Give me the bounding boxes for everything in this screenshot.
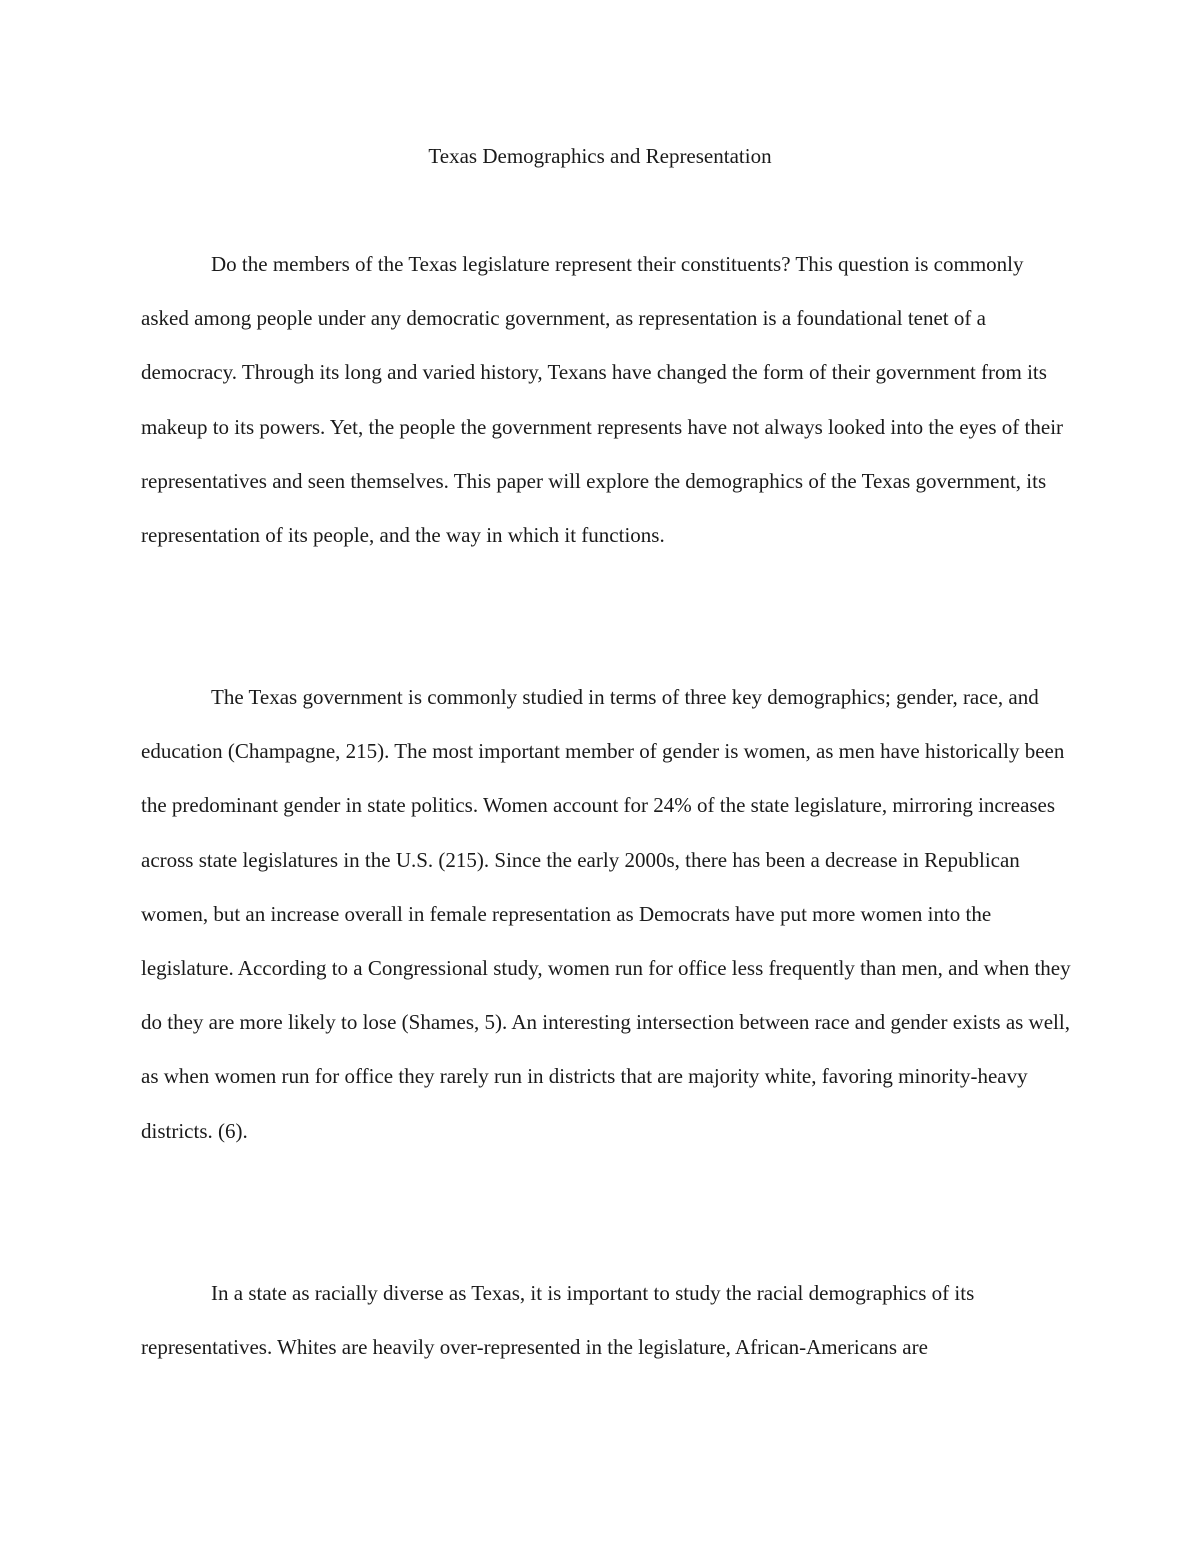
document-title: Texas Demographics and Representation bbox=[428, 144, 772, 168]
paragraph-gender-demographics: The Texas government is commonly studied in terms of three key demographics; gender, race, and education (Champagne, 215). The most important member of gender is women, as men have historically been the predominant gender in state politics. Women account for 24% of the state legislature, mirroring increases across state legislatures in the U.S. (215). Since the early 2000s, there has been a decrease in Republican women, but an increase overall in female representation as Democrats have put more women into the legislature. According to a Congressional study, women run for office less frequently than men, and when they do they are more likely to lose (Shames, 5). An interesting intersection between race and gender exists as well, as when women run for office they rarely run in districts that are majority white, favoring minority-heavy districts. (6). bbox=[141, 685, 1071, 1143]
paragraph-introduction: Do the members of the Texas legislature represent their constituents? This question is commonly asked among people under any democratic government, as representation is a foundational tenet of a democracy. Through its long and varied history, Texans have changed the form of their government from its makeup to its powers. Yet, the people the government represents have not always looked into the eyes of their representatives and seen themselves. This paper will explore the demographics of the Texas government, its representation of its people, and the way in which it functions. bbox=[141, 252, 1064, 548]
paragraph-racial-demographics: In a state as racially diverse as Texas, it is important to study the racial demographics of its representatives. Whites are heavily over-represented in the legislature, African-Americans are bbox=[141, 1281, 975, 1360]
